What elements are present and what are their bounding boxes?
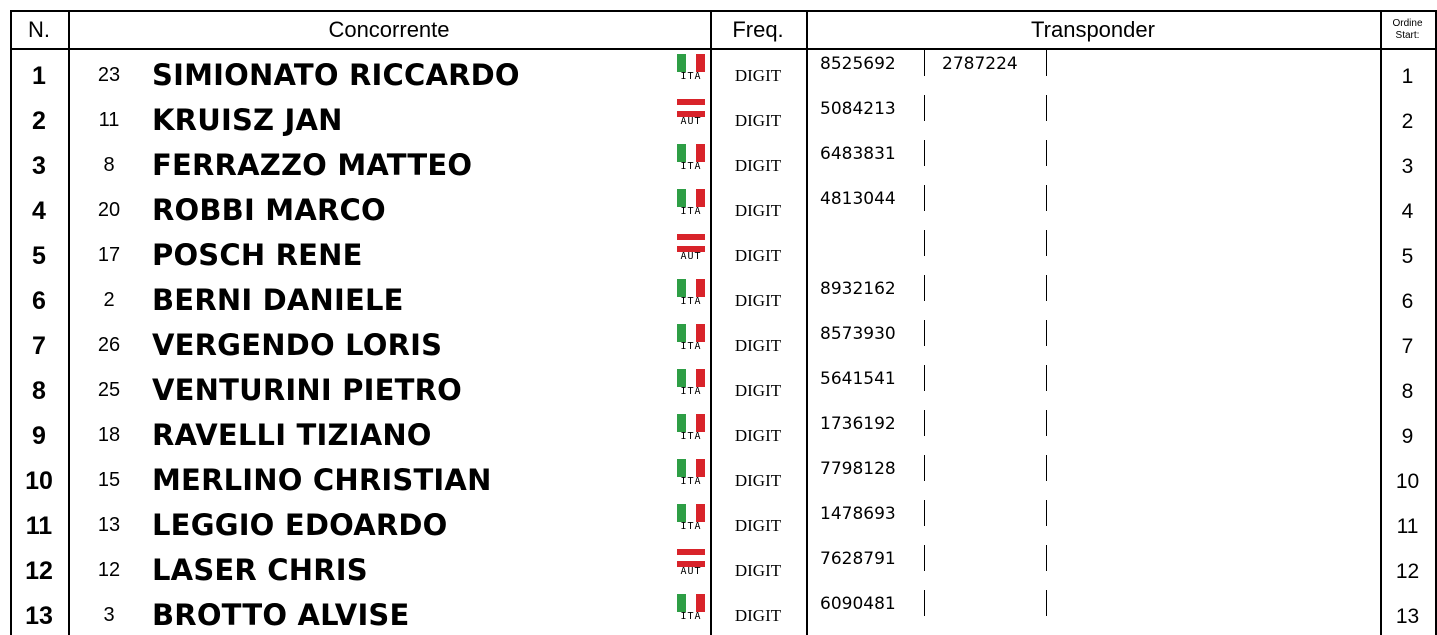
nation-code: ITA bbox=[680, 476, 702, 487]
nation-flag bbox=[677, 549, 705, 577]
competitor-name: MERLINO CHRISTIAN bbox=[152, 463, 492, 497]
transponder-divider bbox=[924, 545, 925, 571]
nation-flag bbox=[677, 234, 705, 262]
nation-code: ITA bbox=[680, 71, 702, 82]
frequency: DIGIT bbox=[734, 246, 782, 265]
bib-number: 26 bbox=[97, 334, 121, 356]
nation-flag bbox=[677, 369, 705, 397]
italy-flag-icon bbox=[677, 54, 705, 72]
table-row bbox=[10, 410, 1437, 455]
table-row bbox=[10, 95, 1437, 140]
position-number: 2 bbox=[32, 107, 46, 135]
frequency: DIGIT bbox=[734, 606, 782, 625]
competitor-name: ROBBI MARCO bbox=[152, 193, 386, 227]
divider bbox=[806, 320, 808, 365]
transponder-2 bbox=[942, 590, 1052, 635]
transponder-1: 4813044 bbox=[820, 189, 896, 209]
transponder-2 bbox=[942, 95, 1052, 140]
start-order: 10 bbox=[1395, 470, 1420, 493]
transponder-divider bbox=[924, 500, 925, 526]
table-row bbox=[10, 590, 1437, 635]
position-number: 1 bbox=[32, 62, 46, 90]
frequency: DIGIT bbox=[734, 381, 782, 400]
transponder-divider bbox=[924, 410, 925, 436]
position-number: 6 bbox=[32, 287, 46, 315]
italy-flag-icon bbox=[677, 279, 705, 297]
divider bbox=[806, 545, 808, 590]
nation-code: ITA bbox=[680, 611, 702, 622]
competitor-name: VENTURINI PIETRO bbox=[152, 373, 462, 407]
table-row bbox=[10, 185, 1437, 230]
position-number: 10 bbox=[25, 467, 53, 495]
start-order: 8 bbox=[1401, 380, 1414, 403]
table-row bbox=[10, 50, 1437, 95]
bib-number: 18 bbox=[97, 424, 121, 446]
italy-flag-icon bbox=[677, 189, 705, 207]
italy-flag-icon bbox=[677, 324, 705, 342]
nation-code: ITA bbox=[680, 161, 702, 172]
transponder-1: 1736192 bbox=[820, 414, 896, 434]
transponder-1: 8932162 bbox=[820, 279, 896, 299]
transponder-divider bbox=[924, 320, 925, 346]
nation-flag bbox=[677, 504, 705, 532]
table-row bbox=[10, 230, 1437, 275]
start-order: 1 bbox=[1401, 65, 1414, 88]
frequency: DIGIT bbox=[734, 291, 782, 310]
transponder-divider bbox=[924, 455, 925, 481]
start-order: 11 bbox=[1396, 515, 1419, 538]
italy-flag-icon bbox=[677, 504, 705, 522]
transponder-divider bbox=[924, 185, 925, 211]
transponder-divider bbox=[924, 140, 925, 166]
nation-flag bbox=[677, 99, 705, 127]
transponder-divider bbox=[1046, 50, 1047, 76]
transponder-2 bbox=[942, 275, 1052, 320]
start-label: Start: bbox=[1395, 30, 1420, 41]
table-row bbox=[10, 320, 1437, 365]
start-order: 3 bbox=[1401, 155, 1414, 178]
divider bbox=[806, 455, 808, 500]
competitor-name: VERGENDO LORIS bbox=[152, 328, 443, 362]
start-order: 4 bbox=[1401, 200, 1414, 223]
transponder-2 bbox=[942, 230, 1052, 275]
transponder-2 bbox=[942, 365, 1052, 410]
transponder-2 bbox=[942, 410, 1052, 455]
italy-flag-icon bbox=[677, 414, 705, 432]
austria-flag-icon bbox=[677, 99, 705, 117]
transponder-2 bbox=[942, 140, 1052, 185]
italy-flag-icon bbox=[677, 594, 705, 612]
nation-code: AUT bbox=[680, 566, 702, 577]
competitor-name: SIMIONATO RICCARDO bbox=[152, 58, 520, 92]
transponder-1: 1478693 bbox=[820, 504, 896, 524]
bib-number: 12 bbox=[97, 559, 121, 581]
divider bbox=[806, 230, 808, 275]
transponder-divider bbox=[1046, 455, 1047, 481]
divider bbox=[806, 140, 808, 185]
nation-code: ITA bbox=[680, 431, 702, 442]
col-header-freq: Freq. bbox=[732, 17, 784, 42]
transponder-divider bbox=[1046, 320, 1047, 346]
transponder-divider bbox=[1046, 95, 1047, 121]
austria-flag-icon bbox=[677, 234, 705, 252]
bib-number: 3 bbox=[103, 604, 115, 626]
competitor-name: BERNI DANIELE bbox=[152, 283, 404, 317]
italy-flag-icon bbox=[677, 144, 705, 162]
nation-flag bbox=[677, 594, 705, 622]
bib-number: 17 bbox=[97, 244, 121, 266]
position-number: 4 bbox=[32, 197, 46, 225]
transponder-1: 7798128 bbox=[820, 459, 896, 479]
nation-code: ITA bbox=[680, 521, 702, 532]
nation-flag bbox=[677, 189, 705, 217]
nation-flag bbox=[677, 324, 705, 352]
table-row bbox=[10, 500, 1437, 545]
competitor-name: LASER CHRIS bbox=[152, 553, 368, 587]
table-row bbox=[10, 140, 1437, 185]
table-row bbox=[10, 365, 1437, 410]
divider bbox=[806, 590, 808, 635]
start-list-table bbox=[10, 10, 1437, 635]
transponder-divider bbox=[1046, 185, 1047, 211]
frequency: DIGIT bbox=[734, 111, 782, 130]
transponder-1: 5084213 bbox=[820, 99, 896, 119]
start-order: 6 bbox=[1401, 290, 1414, 313]
table-row bbox=[10, 545, 1437, 590]
competitor-name: POSCH RENE bbox=[152, 238, 363, 272]
start-order: 12 bbox=[1395, 560, 1420, 583]
start-order: 5 bbox=[1401, 245, 1414, 268]
transponder-1: 8573930 bbox=[820, 324, 896, 344]
frequency: DIGIT bbox=[734, 516, 782, 535]
transponder-1: 5641541 bbox=[820, 369, 896, 389]
transponder-divider bbox=[1046, 500, 1047, 526]
position-number: 5 bbox=[32, 242, 46, 270]
competitor-name: LEGGIO EDOARDO bbox=[152, 508, 448, 542]
transponder-divider bbox=[1046, 410, 1047, 436]
transponder-2: 2787224 bbox=[942, 54, 1018, 74]
position-number: 3 bbox=[32, 152, 46, 180]
transponder-2 bbox=[942, 455, 1052, 500]
austria-flag-icon bbox=[677, 549, 705, 567]
position-number: 9 bbox=[32, 422, 46, 450]
transponder-divider bbox=[1046, 365, 1047, 391]
bib-number: 11 bbox=[98, 109, 120, 131]
divider bbox=[806, 50, 808, 95]
transponder-2 bbox=[942, 320, 1052, 365]
transponder-1: 6090481 bbox=[820, 594, 896, 614]
divider bbox=[806, 185, 808, 230]
transponder-divider bbox=[924, 590, 925, 616]
bib-number: 23 bbox=[97, 64, 121, 86]
col-header-transponder: Transponder bbox=[1031, 17, 1155, 42]
table-header bbox=[10, 10, 1437, 50]
nation-code: AUT bbox=[680, 116, 702, 127]
nation-flag bbox=[677, 459, 705, 487]
competitor-name: BROTTO ALVISE bbox=[152, 598, 410, 632]
frequency: DIGIT bbox=[734, 561, 782, 580]
transponder-divider bbox=[1046, 545, 1047, 571]
frequency: DIGIT bbox=[734, 471, 782, 490]
competitor-name: RAVELLI TIZIANO bbox=[152, 418, 432, 452]
transponder-divider bbox=[924, 230, 925, 256]
bib-number: 2 bbox=[103, 289, 115, 311]
nation-code: ITA bbox=[680, 296, 702, 307]
divider bbox=[806, 365, 808, 410]
frequency: DIGIT bbox=[734, 426, 782, 445]
bib-number: 25 bbox=[97, 379, 121, 401]
transponder-divider bbox=[924, 95, 925, 121]
table-body bbox=[10, 50, 1437, 635]
nation-code: ITA bbox=[680, 386, 702, 397]
nation-code: ITA bbox=[680, 341, 702, 352]
transponder-divider bbox=[924, 275, 925, 301]
divider bbox=[806, 410, 808, 455]
table-row bbox=[10, 275, 1437, 320]
transponder-divider bbox=[924, 50, 925, 76]
nation-code: ITA bbox=[680, 206, 702, 217]
italy-flag-icon bbox=[677, 459, 705, 477]
frequency: DIGIT bbox=[734, 201, 782, 220]
divider bbox=[806, 500, 808, 545]
transponder-2 bbox=[942, 500, 1052, 545]
transponder-1: 8525692 bbox=[820, 54, 896, 74]
frequency: DIGIT bbox=[734, 66, 782, 85]
transponder-divider bbox=[1046, 140, 1047, 166]
transponder-2 bbox=[942, 545, 1052, 590]
competitor-name: KRUISZ JAN bbox=[152, 103, 343, 137]
start-order: 9 bbox=[1401, 425, 1414, 448]
position-number: 13 bbox=[25, 602, 53, 630]
transponder-divider bbox=[1046, 590, 1047, 616]
transponder-2 bbox=[942, 185, 1052, 230]
col-header-ordine-start bbox=[1380, 12, 1435, 48]
start-order: 7 bbox=[1401, 335, 1414, 358]
transponder-1 bbox=[820, 230, 930, 275]
table-row bbox=[10, 455, 1437, 500]
bib-number: 20 bbox=[97, 199, 121, 221]
italy-flag-icon bbox=[677, 369, 705, 387]
nation-flag bbox=[677, 54, 705, 82]
frequency: DIGIT bbox=[734, 156, 782, 175]
transponder-divider bbox=[1046, 275, 1047, 301]
frequency: DIGIT bbox=[734, 336, 782, 355]
position-number: 8 bbox=[32, 377, 46, 405]
col-header-concorrente: Concorrente bbox=[328, 17, 450, 42]
position-number: 11 bbox=[25, 512, 53, 540]
transponder-divider bbox=[924, 365, 925, 391]
transponder-divider bbox=[1046, 230, 1047, 256]
position-number: 7 bbox=[32, 332, 46, 360]
position-number: 12 bbox=[25, 557, 53, 585]
bib-number: 13 bbox=[97, 514, 121, 536]
nation-flag bbox=[677, 279, 705, 307]
start-order: 13 bbox=[1395, 605, 1420, 628]
bib-number: 8 bbox=[103, 154, 115, 176]
nation-flag bbox=[677, 144, 705, 172]
transponder-1: 7628791 bbox=[820, 549, 896, 569]
col-header-n: N. bbox=[28, 17, 50, 42]
bib-number: 15 bbox=[97, 469, 121, 491]
nation-flag bbox=[677, 414, 705, 442]
competitor-name: FERRAZZO MATTEO bbox=[152, 148, 473, 182]
start-order: 2 bbox=[1401, 110, 1414, 133]
nation-code: AUT bbox=[680, 251, 702, 262]
transponder-1: 6483831 bbox=[820, 144, 896, 164]
ordine-label: Ordine bbox=[1392, 18, 1423, 29]
divider bbox=[806, 275, 808, 320]
divider bbox=[806, 95, 808, 140]
